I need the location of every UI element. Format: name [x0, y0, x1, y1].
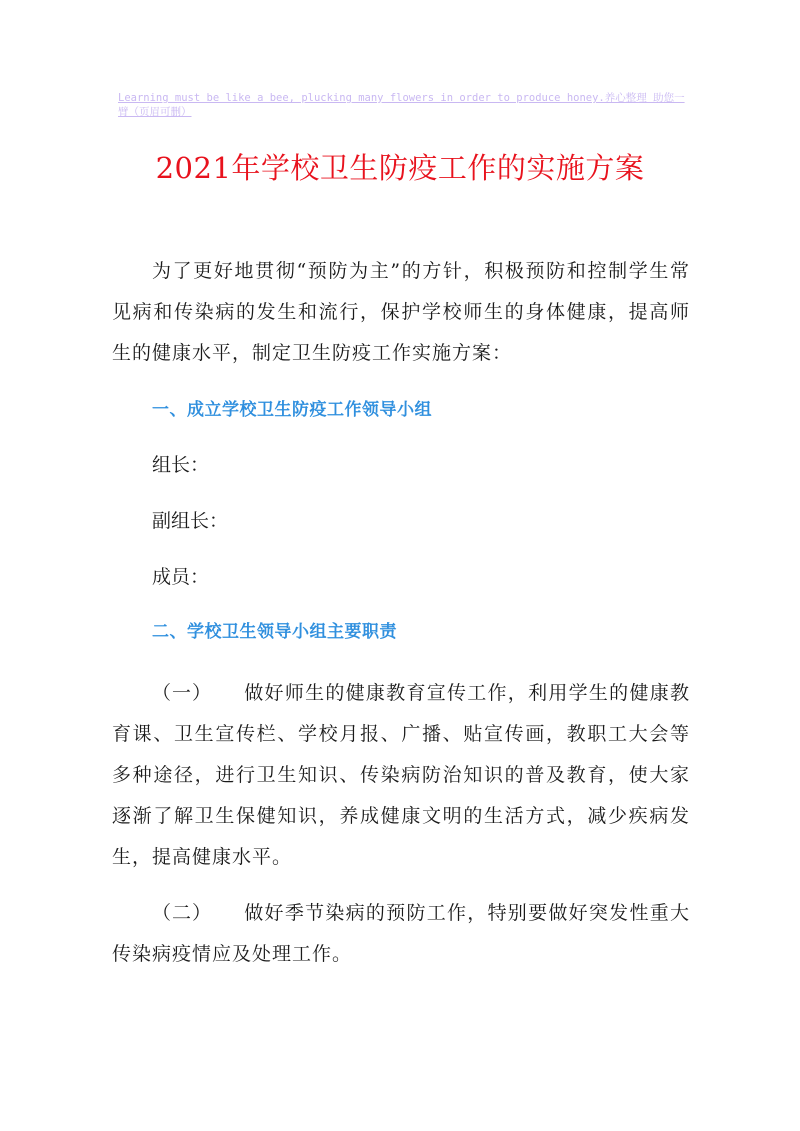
duty-item-1 — [112, 673, 690, 878]
deputy-leader-label: 副组长： — [152, 510, 229, 532]
duty-item-1-text: 做好师生的健康教育宣传工作，利用学生的健康教育课、卫生宣传栏、学校月报、广播、贴宣传画，教职工大会等多种途径，进行卫生知识、传染病防治知识的普及教育，使大家逐渐了解卫生保健知识，养成健康文明的生活方式，减少疾病发生，提高健康水平。 — [112, 682, 690, 868]
section-2-heading: 二、学校卫生领导小组主要职责 — [152, 622, 397, 642]
leader-label: 组长： — [152, 454, 210, 476]
duty-item-2-text: 做好季节染病的预防工作，特别要做好突发性重大传染病疫情应及处理工作。 — [112, 902, 690, 965]
section-1-heading: 一、成立学校卫生防疫工作领导小组 — [152, 400, 432, 420]
duty-item-2 — [112, 893, 690, 975]
intro-paragraph: 为了更好地贯彻“预防为主”的方针，积极预防和控制学生常见病和传染病的发生和流行，保护学校师生的身体健康，提高师生的健康水平，制定卫生防疫工作实施方案： — [112, 260, 690, 364]
members-label: 成员： — [152, 566, 210, 588]
duty-item-2-label: （二） — [152, 902, 213, 924]
document-title: 2021年学校卫生防疫工作的实施方案 — [155, 151, 645, 185]
header-watermark: Learning must be like a bee, plucking many flowers in order to produce honey.养心整理 助您一臂（页眉可删） — [118, 92, 685, 118]
duty-item-1-label: （一） — [152, 682, 213, 704]
